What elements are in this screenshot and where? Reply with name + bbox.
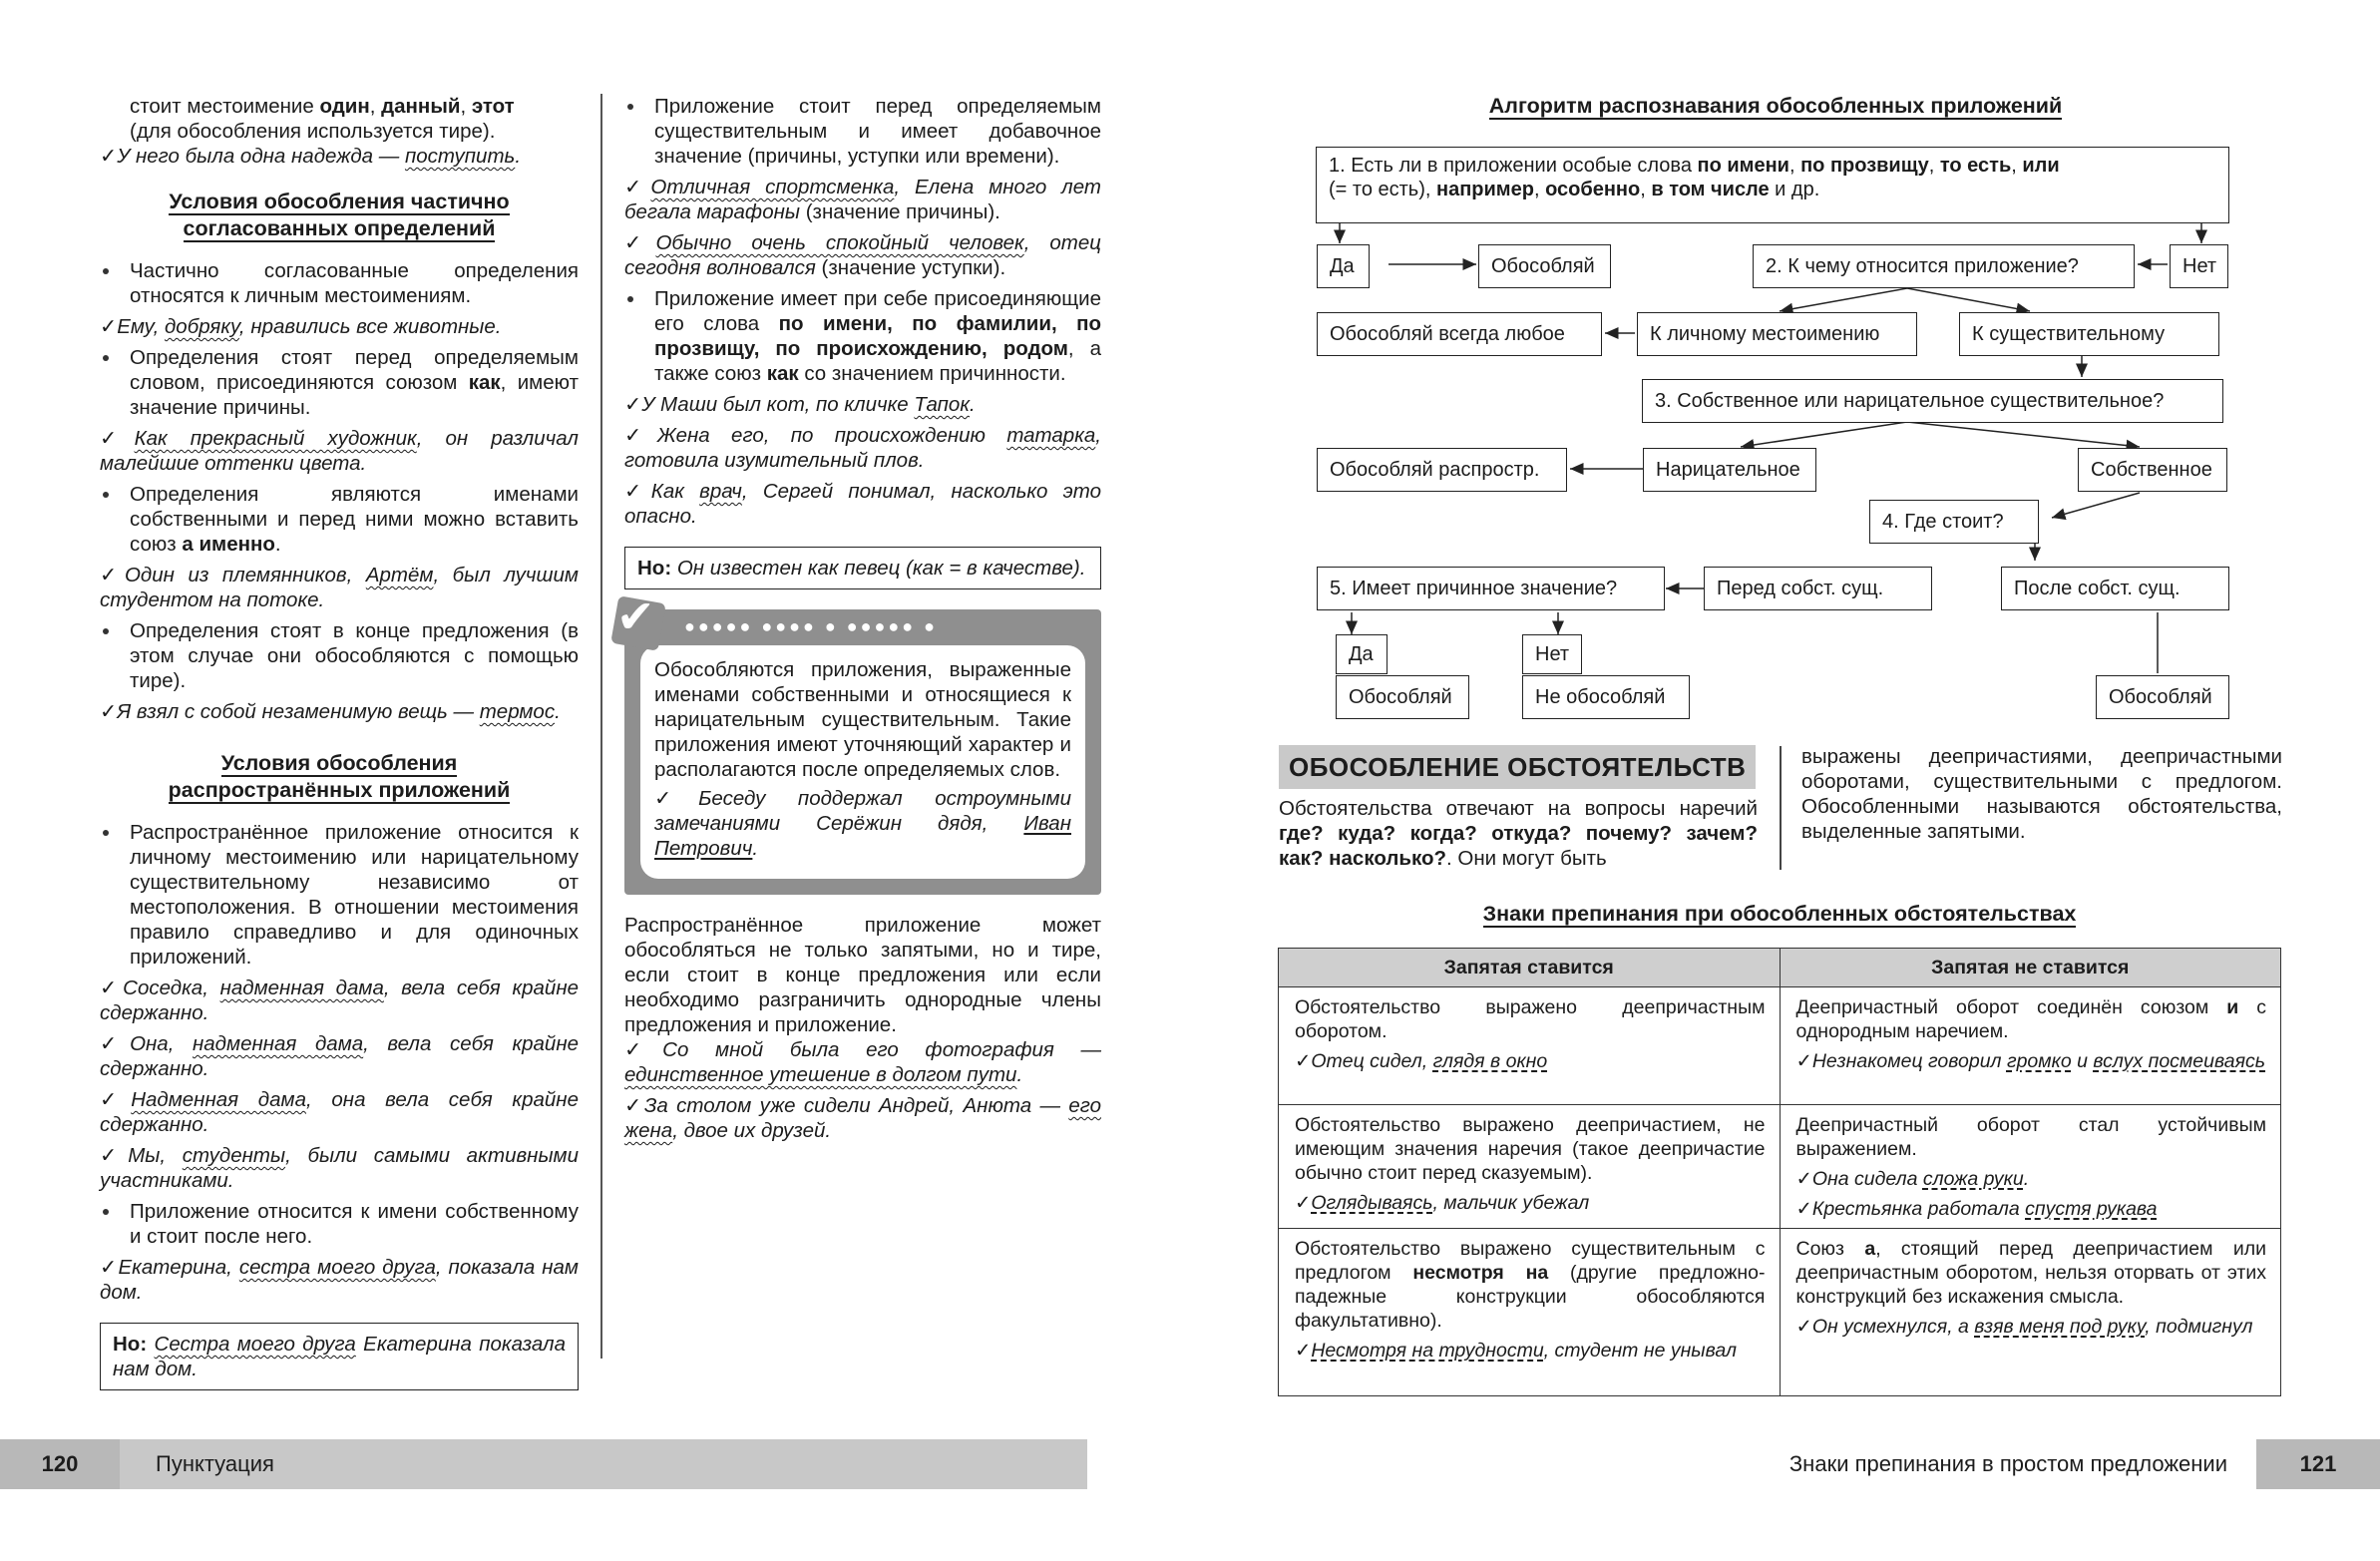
table-row: Обстоятельство выражено деепричастным оборотом. ✓ Отец сидел, глядя в окно Деепричастный оборот соединён союзом и с однородным наречием. ✓ Незнакомец говорил громко и вслух посмеиваясь — [1279, 987, 2281, 1105]
table-row: Обстоятельство выражено существительным с предлогом несмотря на (другие предложно-падежные конструкции обособляются факультативно). ✓ Несмотря на трудности, студент не унывал Союз а, стоящий перед деепричастием или деепричастным оборотом, нельзя оторвать от этих конструкций без искажения смысла. ✓ Он усмехнулся, а взяв меня под руку, подмигнул — [1279, 1229, 2281, 1396]
example-line: ✓ Жена его, по происхождению татарка, готовила изумительный плов. — [624, 423, 1101, 473]
flow-question-3: 3. Собственное или нарицательное существительное? — [1642, 379, 2223, 423]
flow-after-proper: После собст. сущ. — [2001, 567, 2229, 610]
dash-example-2: ✓ За столом уже сидели Андрей, Анюта — его жена, двое их друзей. — [624, 1093, 1101, 1143]
flow-proper: Собственное — [2078, 448, 2227, 492]
example-line: ✓ Надменная дама, она вела себя крайне сдержанно. — [100, 1087, 579, 1137]
intro-example: ✓ У него была одна надежда — поступить. — [100, 144, 579, 169]
example-line: ✓ Екатерина, сестра моего друга, показала нам дом. — [100, 1255, 579, 1305]
example-line: ✓ Как врач, Сергей понимал, насколько это опасно. — [624, 479, 1101, 529]
table-title: Знаки препинания при обособленных обстоятельствах — [1482, 902, 2077, 926]
dots-decoration: ●●●●● ●●●● ● ●●●●● ● — [684, 616, 938, 636]
rule-bullet: Приложение относится к имени собственному и стоит после него. — [100, 1199, 579, 1249]
example-line: ✓ Один из племянников, Артём, был лучшим студентом на потоке. — [100, 563, 579, 612]
page-number-left: 120 — [0, 1439, 120, 1489]
note-box-2: Но: Он известен как певец (как = в качестве). — [624, 547, 1101, 589]
flow-no-2: Нет — [1522, 634, 1582, 674]
flow-question-4: 4. Где стоит? — [1869, 500, 2039, 544]
example-line: ✓ У Маши был кот, по кличке Тапок. — [624, 392, 1101, 417]
heading-partial: Условия обособления частично согласованных определений — [169, 190, 510, 240]
flow-question-1: 1. Есть ли в приложении особые слова по имени, по прозвищу, то есть, или (= то есть), например, особенно, в том числе и др. — [1316, 147, 2229, 223]
rule-bullet: Определения стоят в конце предложения (в этом случае они обособляются с помощью тире). — [100, 618, 579, 693]
algorithm-title: Алгоритм распознавания обособленных приложений — [1488, 94, 2063, 118]
check-icon: ✔ — [616, 590, 655, 642]
rule-bullet: Приложение стоит перед определяемым существительным и имеет добавочное значение (причины, уступки или времени). — [624, 94, 1101, 169]
example-line: ✓ Обычно очень спокойный человек, отец сегодня волновался (значение уступки). — [624, 230, 1101, 280]
flow-yes-2: Да — [1336, 634, 1388, 674]
rule-bullet: Распространённое приложение относится к личному местоимению или нарицательному существительному независимо от местоположения. В отношении местоимения правило справедливо и для одиночных приложений. — [100, 820, 579, 970]
footer-section-left: Пунктуация — [156, 1451, 274, 1476]
flow-before-proper: Перед собст. сущ. — [1704, 567, 1932, 610]
table-header-comma: Запятая ставится — [1279, 949, 1781, 987]
heading-appositions: Условия обособления распространённых приложений — [168, 751, 511, 802]
intro-text: стоит местоимение один, данный, этот (для обособления используется тире). — [130, 95, 515, 143]
flow-question-5: 5. Имеет причинное значение? — [1317, 567, 1665, 610]
example-line: ✓ Как прекрасный художник, он различал малейшие оттенки цвета. — [100, 426, 579, 476]
flow-noun: К существительному — [1959, 312, 2219, 356]
circumstance-intro: Обстоятельства отвечают на вопросы наречий где? куда? когда? откуда? почему? зачем? как? насколько?. Они могут быть — [1279, 797, 1758, 870]
dash-rule: Распространённое приложение может обособляться не только запятыми, но и тире, если стоит в конце предложения или если необходимо разграничить однородные члены предложения и приложение. — [624, 914, 1101, 1036]
flow-isolate-3: Обособляй — [2096, 675, 2229, 719]
rule-bullet: Частично согласованные определения относятся к личным местоимениям. — [100, 258, 579, 308]
circumstance-intro-cont: выражены деепричастиями, деепричастными оборотами, существительными с предлогом. Обособленными называются обстоятельства, выделенные запятыми. — [1801, 745, 2282, 843]
example-line: ✓ Я взял с собой незаменимую вещь — термос. — [100, 699, 579, 724]
flow-isolate-2: Обособляй — [1336, 675, 1469, 719]
punctuation-table — [1278, 948, 2281, 1396]
example-line: ✓ Ему, добряку, нравились все животные. — [100, 314, 579, 339]
table-row: Обстоятельство выражено деепричастием, не имеющим значения наречия (такое деепричастие обычно стоит перед сказуемым). ✓ Оглядываясь, мальчик убежал Деепричастный оборот стал устойчивым выражением. ✓ Она сидела сложа руки. ✓ Крестьянка работала спустя рукава — [1279, 1105, 2281, 1229]
flow-yes-1: Да — [1317, 244, 1370, 288]
example-line: ✓ Соседка, надменная дама, вела себя крайне сдержанно. — [100, 976, 579, 1025]
table-header-no-comma: Запятая не ставится — [1780, 949, 2281, 987]
flow-no-1: Нет — [2170, 244, 2228, 288]
footer-section-right: Знаки препинания в простом предложении — [1788, 1451, 2227, 1476]
example-line: ✓ Отличная спортсменка, Елена много лет бегала марафоны (значение причины). — [624, 175, 1101, 224]
rule-card-text: Обособляются приложения, выраженные именами собственными и относящиеся к нарицательным существительным. Такие приложения имеют уточняющий характер и располагаются после определяемых слов. ✓ Беседу поддержал остроумными замечаниями Серёжин дядя, Иван Петрович. — [640, 645, 1085, 879]
flow-common: Нарицательное — [1643, 448, 1816, 492]
page-number-right: 121 — [2256, 1439, 2380, 1489]
note-box: Но: Сестра моего друга Екатерина показала нам дом. — [100, 1323, 579, 1390]
flow-not-isolate: Не обособляй — [1522, 675, 1690, 719]
rule-bullet: Определения стоят перед определяемым словом, присоединяются союзом как, имеют значение причины. — [100, 345, 579, 420]
flow-pronoun: К личному местоимению — [1637, 312, 1917, 356]
flow-isolate-1: Обособляй — [1478, 244, 1611, 288]
text-divider — [1780, 746, 1782, 870]
flow-isolate-extended: Обособляй распростр. — [1317, 448, 1567, 492]
flow-always-isolate: Обособляй всегда любое — [1317, 312, 1602, 356]
rule-bullet: Определения являются именами собственными и перед ними можно вставить союз а именно. — [100, 482, 579, 557]
example-line: ✓ Она, надменная дама, вела себя крайне сдержанно. — [100, 1031, 579, 1081]
example-line: ✓ Мы, студенты, были самыми активными участниками. — [100, 1143, 579, 1193]
rule-bullet: Приложение имеет при себе присоединяющие его слова по имени, по фамилии, по прозвищу, по происхождению, родом, а также союз как со значением причинности. — [624, 286, 1101, 386]
flow-question-2: 2. К чему относится приложение? — [1753, 244, 2135, 288]
section-title: ОБОСОБЛЕНИЕ ОБСТОЯТЕЛЬСТВ — [1279, 745, 1756, 789]
dash-example-1: ✓ Со мной была его фотография — единственное утешение в долгом пути. — [624, 1037, 1101, 1087]
